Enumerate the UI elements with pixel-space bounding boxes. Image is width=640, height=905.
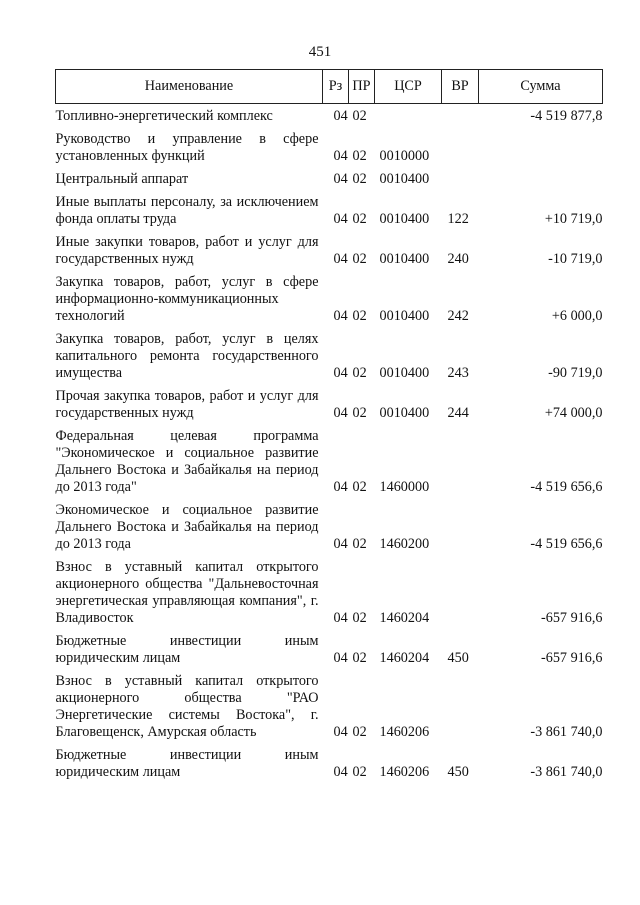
table-row bbox=[56, 630, 603, 670]
cell-rz: 04 bbox=[333, 536, 348, 552]
table-row bbox=[56, 556, 603, 630]
cell-csr: 1460200 bbox=[379, 536, 430, 552]
cell-name: Экономическое и социальное развитие Дальнего Востока и Забайкалья на период до 2013 года bbox=[55, 502, 319, 552]
cell-name: Топливно-энергетический комплекс bbox=[55, 108, 273, 124]
cell-rz: 04 bbox=[333, 405, 348, 421]
cell-csr: 0010400 bbox=[379, 308, 430, 324]
cell-name: Иные закупки товаров, работ и услуг для государственных нужд bbox=[55, 234, 319, 267]
cell-vr bbox=[442, 425, 479, 499]
header-csr: ЦСР bbox=[375, 70, 442, 104]
table-row bbox=[56, 425, 603, 499]
cell-csr: 1460206 bbox=[379, 724, 430, 740]
header-pr: ПР bbox=[349, 70, 375, 104]
cell-vr: 450 bbox=[447, 764, 469, 780]
cell-sum bbox=[479, 128, 603, 168]
table-row bbox=[56, 271, 603, 328]
cell-pr: 02 bbox=[352, 405, 367, 421]
cell-vr: 122 bbox=[447, 211, 469, 227]
cell-name: Федеральная целевая программа "Экономическое и социальное развитие Дальнего Востока и Забайкалья на период до 2013 года" bbox=[55, 428, 319, 495]
cell-pr: 02 bbox=[352, 148, 367, 164]
cell-name: Иные выплаты персоналу, за исключением фонда оплаты труда bbox=[55, 194, 319, 227]
cell-csr: 1460204 bbox=[379, 650, 430, 666]
cell-pr: 02 bbox=[352, 479, 367, 495]
cell-csr: 0010400 bbox=[379, 251, 430, 267]
cell-pr: 02 bbox=[352, 536, 367, 552]
header-sum: Сумма bbox=[479, 70, 603, 104]
header-rz: Рз bbox=[323, 70, 349, 104]
cell-rz: 04 bbox=[333, 108, 348, 124]
cell-rz: 04 bbox=[333, 479, 348, 495]
cell-csr: 1460206 bbox=[379, 764, 430, 780]
cell-rz: 04 bbox=[333, 650, 348, 666]
cell-pr: 02 bbox=[352, 365, 367, 381]
cell-rz: 04 bbox=[333, 764, 348, 780]
cell-name: Закупка товаров, работ, услуг в целях капитального ремонта государственного имущества bbox=[55, 331, 319, 381]
cell-sum: +10 719,0 bbox=[544, 211, 603, 227]
cell-sum: -10 719,0 bbox=[548, 251, 603, 267]
cell-pr: 02 bbox=[352, 171, 367, 187]
cell-rz: 04 bbox=[333, 148, 348, 164]
cell-vr bbox=[442, 670, 479, 744]
cell-sum: -4 519 656,6 bbox=[530, 479, 603, 495]
table-body bbox=[56, 104, 603, 785]
cell-rz: 04 bbox=[333, 211, 348, 227]
cell-name: Бюджетные инвестиции иным юридическим лицам bbox=[55, 747, 319, 780]
cell-name: Взнос в уставный капитал открытого акционерного общества "Дальневосточная энергетическая управляющая компания", г. Владивосток bbox=[55, 559, 319, 626]
cell-rz: 04 bbox=[333, 610, 348, 626]
cell-vr: 243 bbox=[447, 365, 469, 381]
cell-vr bbox=[442, 168, 479, 191]
cell-sum: -657 916,6 bbox=[541, 650, 603, 666]
cell-csr: 0010000 bbox=[379, 148, 430, 164]
cell-pr: 02 bbox=[352, 764, 367, 780]
table-row bbox=[56, 128, 603, 168]
page-number: 451 bbox=[308, 44, 332, 60]
cell-vr: 450 bbox=[447, 650, 469, 666]
cell-vr bbox=[442, 128, 479, 168]
cell-sum: -4 519 656,6 bbox=[530, 536, 603, 552]
cell-name: Прочая закупка товаров, работ и услуг для государственных нужд bbox=[55, 388, 319, 421]
cell-sum: -657 916,6 bbox=[541, 610, 603, 626]
cell-pr: 02 bbox=[352, 724, 367, 740]
cell-name: Центральный аппарат bbox=[55, 171, 189, 187]
cell-csr: 0010400 bbox=[379, 365, 430, 381]
table-row bbox=[56, 744, 603, 784]
cell-csr: 0010400 bbox=[379, 405, 430, 421]
cell-sum: -90 719,0 bbox=[548, 365, 603, 381]
cell-pr: 02 bbox=[352, 308, 367, 324]
header-vr: ВР bbox=[442, 70, 479, 104]
table-row bbox=[56, 499, 603, 556]
cell-rz: 04 bbox=[333, 308, 348, 324]
table-row bbox=[56, 191, 603, 231]
table-row bbox=[56, 385, 603, 425]
header-name: Наименование bbox=[56, 70, 323, 104]
cell-csr: 1460204 bbox=[379, 610, 430, 626]
cell-pr: 02 bbox=[352, 211, 367, 227]
cell-name: Руководство и управление в сфере установленных функций bbox=[55, 131, 319, 164]
cell-vr: 240 bbox=[447, 251, 469, 267]
table-row bbox=[56, 231, 603, 271]
cell-csr: 1460000 bbox=[379, 479, 430, 495]
table-row bbox=[56, 104, 603, 129]
cell-name: Бюджетные инвестиции иным юридическим лицам bbox=[55, 633, 319, 666]
cell-csr: 0010400 bbox=[379, 211, 430, 227]
cell-rz: 04 bbox=[333, 251, 348, 267]
cell-pr: 02 bbox=[352, 650, 367, 666]
cell-vr bbox=[442, 556, 479, 630]
cell-pr: 02 bbox=[352, 610, 367, 626]
table-row bbox=[56, 328, 603, 385]
cell-name: Закупка товаров, работ, услуг в сфере информационно-коммуникационных технологий bbox=[55, 274, 319, 324]
cell-sum: -3 861 740,0 bbox=[530, 724, 603, 740]
cell-sum: +6 000,0 bbox=[551, 308, 603, 324]
cell-pr: 02 bbox=[352, 108, 367, 124]
cell-pr: 02 bbox=[352, 251, 367, 267]
cell-sum: +74 000,0 bbox=[544, 405, 603, 421]
cell-rz: 04 bbox=[333, 171, 348, 187]
cell-name: Взнос в уставный капитал открытого акционерного общества "РАО Энергетические системы Востока", г. Благовещенск, Амурская область bbox=[55, 673, 319, 740]
cell-rz: 04 bbox=[333, 724, 348, 740]
cell-sum: -4 519 877,8 bbox=[530, 108, 603, 124]
cell-csr bbox=[375, 104, 442, 129]
cell-csr: 0010400 bbox=[379, 171, 430, 187]
cell-vr: 244 bbox=[447, 405, 469, 421]
table-row bbox=[56, 168, 603, 191]
budget-table bbox=[55, 69, 603, 784]
table-header-row bbox=[56, 70, 603, 104]
table-row bbox=[56, 670, 603, 744]
cell-sum bbox=[479, 168, 603, 191]
cell-vr bbox=[442, 499, 479, 556]
cell-vr bbox=[442, 104, 479, 129]
cell-rz: 04 bbox=[333, 365, 348, 381]
cell-vr: 242 bbox=[447, 308, 469, 324]
cell-sum: -3 861 740,0 bbox=[530, 764, 603, 780]
